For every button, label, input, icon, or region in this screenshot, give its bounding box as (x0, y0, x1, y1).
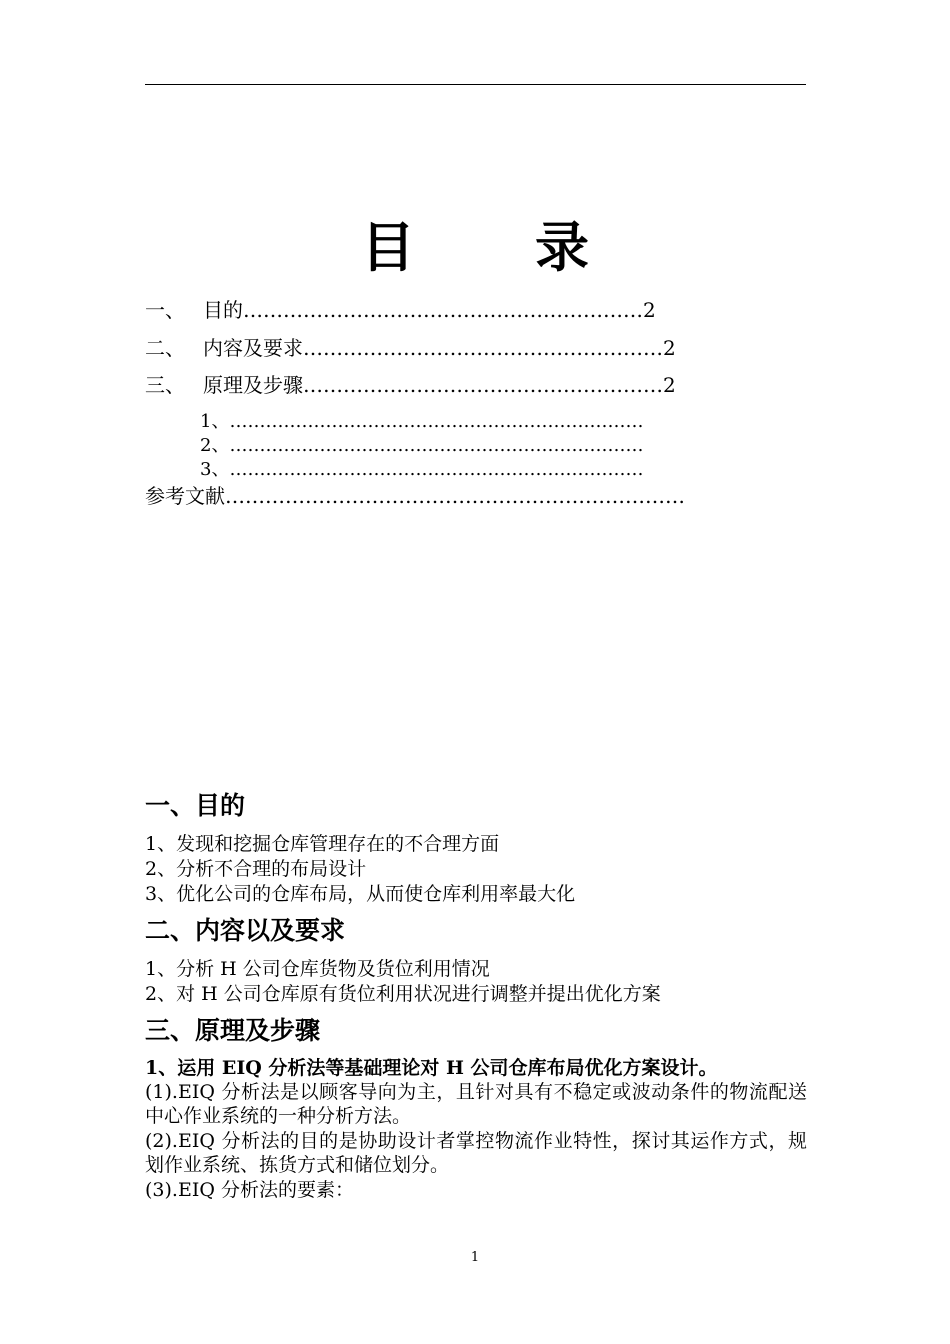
toc-title-char-2: 录 (535, 215, 589, 279)
toc-sub-num: 2、 (200, 435, 230, 456)
section-heading-content: 二、内容以及要求 (145, 916, 346, 945)
toc-entry-label: 原理及步骤 (203, 373, 303, 397)
toc-entry-label: 目的 (203, 298, 243, 322)
toc-references-leader: …………………………………………………………… (225, 484, 685, 508)
toc-entry-page: 2 (663, 373, 676, 397)
toc-sub-entry-2[interactable] (200, 435, 643, 457)
toc-references-label: 参考文献 (145, 484, 225, 508)
toc-entry-num: 二、 (145, 336, 185, 360)
toc-sub-leader: …………………………………………………………… (229, 411, 644, 432)
toc-entry-num: 一、 (145, 298, 185, 322)
paragraph: (2).EIQ 分析法的目的是协助设计者掌控物流作业特性，探讨其运作方式，规划作业系统、拣货方式和储位划分。 (145, 1130, 807, 1176)
paragraph: (3).EIQ 分析法的要素： (145, 1179, 354, 1201)
list-item: 1、分析 H 公司仓库货物及货位利用情况 (145, 958, 490, 980)
toc-sub-leader: …………………………………………………………… (229, 435, 644, 456)
toc-references-entry[interactable] (145, 484, 685, 508)
toc-sub-entry-1[interactable] (200, 411, 643, 433)
list-item: 2、对 H 公司仓库原有货位利用状况进行调整并提出优化方案 (145, 983, 661, 1005)
toc-entry-1[interactable] (145, 298, 656, 322)
toc-entry-page: 2 (643, 298, 656, 322)
subsection-heading: 1、运用 EIQ 分析法等基础理论对 H 公司仓库布局优化方案设计。 (145, 1057, 718, 1079)
paragraph: (1).EIQ 分析法是以顾客导向为主，且针对具有不稳定或波动条件的物流配送中心作业系统的一种分析方法。 (145, 1081, 807, 1127)
list-item: 1、发现和挖掘仓库管理存在的不合理方面 (145, 833, 500, 855)
toc-entry-3[interactable] (145, 373, 676, 397)
section-heading-purpose: 一、目的 (145, 791, 246, 820)
toc-entry-num: 三、 (145, 373, 185, 397)
toc-sub-entry-3[interactable] (200, 459, 643, 481)
toc-entry-leader: …………………………………………………… (243, 298, 643, 322)
toc-title (0, 205, 950, 282)
toc-entry-2[interactable] (145, 336, 676, 360)
list-item: 2、分析不合理的布局设计 (145, 858, 367, 880)
section-heading-principle: 三、原理及步骤 (145, 1016, 321, 1045)
header-rule (145, 84, 806, 85)
page-number: 1 (470, 1250, 480, 1265)
toc-entry-label: 内容及要求 (203, 336, 303, 360)
toc-sub-num: 3、 (200, 459, 230, 480)
toc-sub-leader: …………………………………………………………… (229, 459, 644, 480)
toc-entry-leader: ……………………………………………… (303, 336, 663, 360)
toc-sub-num: 1、 (200, 411, 230, 432)
toc-entry-page: 2 (663, 336, 676, 360)
list-item: 3、优化公司的仓库布局，从而使仓库利用率最大化 (145, 883, 576, 905)
toc-title-char-1: 目 (361, 215, 415, 279)
toc-entry-leader: ……………………………………………… (303, 373, 663, 397)
